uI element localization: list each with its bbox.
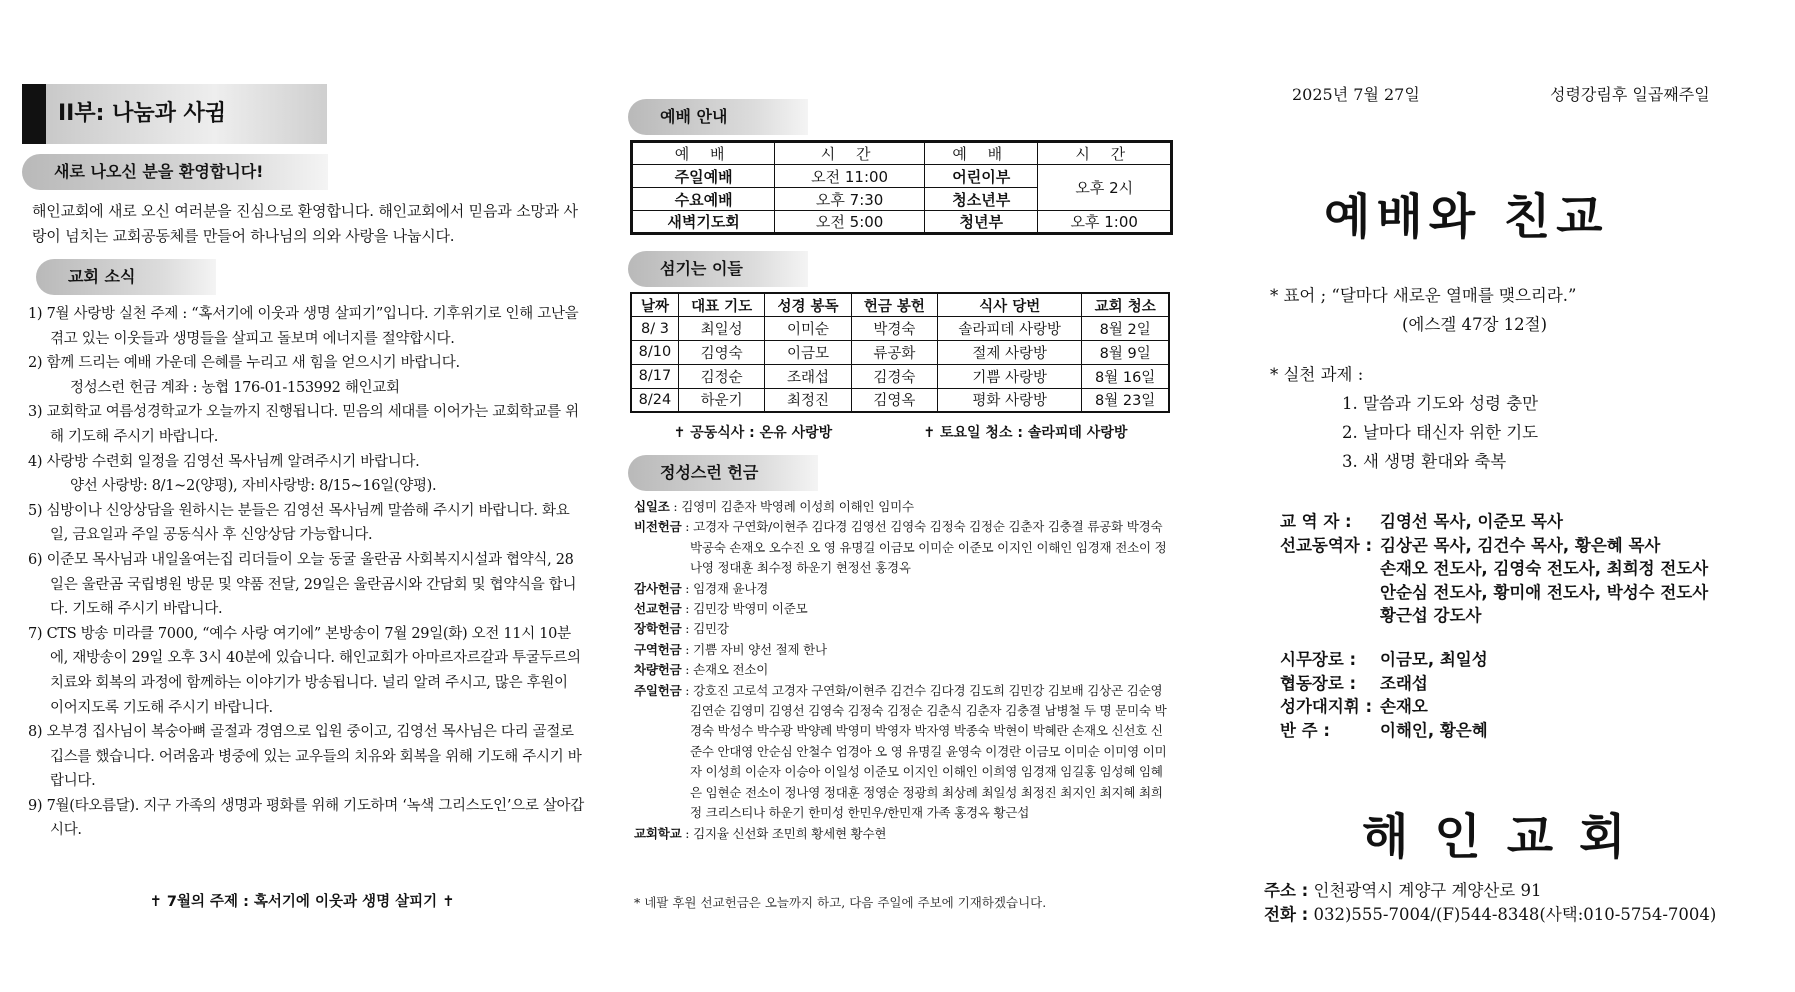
duty-heading: 섬기는 이들 <box>628 251 808 287</box>
table-cell: 오후 1:00 <box>1038 211 1172 234</box>
table-row <box>632 165 1172 188</box>
staff-role: 반 주 : <box>1280 720 1330 740</box>
staff-role: 시무장로 : <box>1280 650 1357 669</box>
table-cell: 김영옥 <box>851 388 937 412</box>
offering-entry <box>634 824 1174 844</box>
news-item <box>28 450 584 499</box>
news-text: 7) CTS 방송 미라클 7000, “예수 사랑 여기에” 본방송이 7월 29일(화) 오전 11시 10분에, 재방송이 29일 오후 3시 40분에 있습니다. 해인교회가 아마르자르갈과 투굴두르의 치료와 회복의 과정에 함께하는 이야기가 방송됩니다. 널리 알려 주시고, 많은 후원이 이어지도록 기도해 주시기 바랍니다. <box>28 625 581 716</box>
offering-label: 감사헌금 <box>634 580 682 596</box>
worship-header: 시 간 <box>775 142 925 165</box>
news-text: 2) 함께 드리는 예배 가운데 은혜를 누리고 새 힘을 얻으시기 바랍니다. <box>28 355 460 372</box>
practice-item: 3. 새 생명 환대와 축복 <box>1342 452 1507 471</box>
offering-names: : 김영미 김춘자 박영례 이성희 이해인 임미수 <box>669 499 914 514</box>
table-cell: 오후 7:30 <box>775 188 925 211</box>
staff-row <box>1280 581 1708 605</box>
table-cell: 8월 16일 <box>1082 364 1169 388</box>
news-text: 4) 사랑방 수련회 일정을 김영선 목사님께 알려주시기 바랍니다. <box>28 453 420 470</box>
staff-list <box>1280 510 1708 628</box>
offering-names: : 고경자 구연화/이현주 김다경 김영선 김영숙 김정숙 김정순 김춘자 김충결 류공화 박경숙 박공숙 손재오 오수진 오 영 유명길 이금모 이미순 이준모 이지인 이해인 임경재 전소이 정나영 정대훈 최수정 하운기 현정선 홍경옥 <box>681 519 1167 576</box>
table-cell: 기쁨 사랑방 <box>938 364 1082 388</box>
staff-row <box>1280 557 1708 581</box>
duty-table <box>630 292 1170 413</box>
offering-label: 장학헌금 <box>634 621 682 637</box>
worship-table <box>630 140 1173 235</box>
offering-label: 십일조 <box>634 499 670 514</box>
table-cell: 김정순 <box>678 364 764 388</box>
offering-entry <box>634 517 1174 578</box>
bulletin-title: 예배와 친교 <box>1324 189 1609 245</box>
phone-label: 전화 : <box>1264 905 1309 924</box>
table-cell: 8/ 3 <box>631 317 678 341</box>
staff-names: 조래섭 <box>1380 673 1428 693</box>
staff-row <box>1280 604 1708 628</box>
practice-item: 1. 말씀과 기도와 성령 충만 <box>1342 394 1539 413</box>
table-cell: 김경숙 <box>851 364 937 388</box>
staff-names: 안순심 전도사, 황미애 전도사, 박성수 전도사 <box>1380 582 1709 602</box>
news-text: 3) 교회학교 여름성경학교가 오늘까지 진행됩니다. 믿음의 세대를 이어가는 교회학교를 위해 기도해 주시기 바랍니다. <box>28 404 579 445</box>
staff-row <box>1280 648 1488 672</box>
news-text: 6) 이준모 목사님과 내일올여는집 리더들이 오늘 동굴 울란곰 사회복지시설과 협약식, 28일은 울란곰 국립병원 방문 및 약품 전달, 29일은 울란곰시와 간담회 및 협약식을 합니다. 기도해 주시기 바랍니다. <box>28 551 577 618</box>
table-cell: 김영숙 <box>678 341 764 365</box>
offering-list <box>634 497 1174 844</box>
staff-names: 이해인, 황은혜 <box>1380 720 1488 740</box>
welcome-heading: 새로 나오신 분을 환영합니다! <box>22 154 328 190</box>
news-subtext: 양선 사랑방: 8/1~2(양평), 자비사랑방: 8/15~16일(양평). <box>70 478 437 495</box>
table-cell: 8/17 <box>631 364 678 388</box>
church-name: 해인교회 <box>1362 809 1652 865</box>
elder-list <box>1280 648 1488 742</box>
worship-header: 예 배 <box>925 142 1038 165</box>
staff-role <box>1280 604 1380 628</box>
welcome-text: 해인교회에 새로 오신 여러분을 진심으로 환영합니다. 해인교회에서 믿음과 소망과 사랑이 넘치는 교회공동체를 만들어 하나님의 의와 사랑을 나눕시다. <box>32 202 578 245</box>
table-cell: 수요예배 <box>632 188 775 211</box>
practice-heading: * 실천 과제 : <box>1270 365 1364 384</box>
table-cell: 조래섭 <box>765 364 851 388</box>
duty-header: 성경 봉독 <box>765 293 851 317</box>
footnote: * 네팔 후원 선교헌금은 오늘까지 하고, 다음 주일에 주보에 기재하겠습니다. <box>634 895 1047 910</box>
news-text: 8) 오부경 집사님이 복숭아뼈 골절과 경염으로 입원 중이고, 김영선 목사님은 다리 골절로 깁스를 했습니다. 어려움과 병중에 있는 교우들의 치유와 회복을 위해 기도해 주시기 바랍니다. <box>28 724 582 790</box>
worship-heading: 예배 안내 <box>628 99 808 135</box>
news-text: 9) 7월(타오름달). 지구 가족의 생명과 평화를 위해 기도하며 ‘녹색 그리스도인’으로 살아갑시다. <box>28 797 584 839</box>
news-heading: 교회 소식 <box>36 259 216 295</box>
table-cell: 솔라피데 사랑방 <box>938 317 1082 341</box>
table-cell: 하운기 <box>678 388 764 412</box>
news-list <box>28 302 584 843</box>
table-cell: 류공화 <box>851 341 937 365</box>
news-item <box>28 720 584 794</box>
staff-row <box>1280 695 1488 719</box>
part-title: II부: 나눔과 사귐 <box>46 84 327 144</box>
offering-names: : 강호진 고로석 고경자 구연화/이현주 김건수 김다경 김도희 김민강 김보배 김상곤 김순영 김연순 김영미 김영선 김영숙 김정숙 김정순 김춘식 김춘자 김충결 남병철 두 명 문미숙 박경숙 박성수 박수광 박양례 박영미 박영자 박자영 박종숙 박현이 박혜란 손재오 신선호 신준수 안대영 안순심 안철수 엄경아 오 영 유명길 윤영숙 이경란 이금모 이미순 이미영 이미자 이성희 이순자 이승아 이일성 이준모 이지인 이해인 이희영 임경재 임길홍 임성혜 임혜은 임현순 전소이 정나영 정대훈 정영순 정광희 최상례 최일성 최정진 최지인 최지혜 최희정 크리스티나 하운기 한미성 한민우/한민재 가족 홍경옥 황근섭 <box>681 682 1167 821</box>
table-row <box>631 341 1169 365</box>
table-cell: 8월 2일 <box>1082 317 1169 341</box>
offering-heading: 정성스런 헌금 <box>628 455 818 491</box>
duty-notes <box>628 422 1173 442</box>
staff-names: 김상곤 목사, 김건수 목사, 황은혜 목사 <box>1380 535 1661 555</box>
news-text: 1) 7월 사랑방 실천 주제 : “혹서기에 이웃과 생명 살피기”입니다. 기후위기로 인해 고난을 겪고 있는 이웃들과 생명들을 살피고 돌보며 에너지를 절약합시다. <box>28 306 579 347</box>
table-cell: 오전 5:00 <box>775 211 925 234</box>
news-item <box>28 794 584 843</box>
address: 인천광역시 계양구 계양산로 91 <box>1313 881 1542 900</box>
offering-label: 차량헌금 <box>634 662 682 678</box>
offering-names: : 김민강 <box>681 621 729 637</box>
monthly-theme: ✝ 7월의 주제 : 혹서기에 이웃과 생명 살피기 ✝ <box>149 894 455 910</box>
motto: * 표어 ; “달마다 새로운 열매를 맺으리라.” <box>1270 286 1577 305</box>
news-text: 5) 심방이나 신앙상담을 원하시는 분들은 김영선 목사님께 말씀해 주시기 바랍니다. 화요일, 금요일과 주일 공동식사 후 신앙상담 가능합니다. <box>28 502 570 544</box>
table-cell: 청소년부 <box>925 188 1038 211</box>
table-cell: 청년부 <box>925 211 1038 234</box>
offering-entry <box>634 640 1174 660</box>
table-cell: 8월 23일 <box>1082 388 1169 412</box>
offering-names: : 기쁨 자비 양선 절제 한나 <box>681 641 827 657</box>
offering-names: : 김민강 박영미 이준모 <box>681 601 808 617</box>
news-item <box>28 548 584 622</box>
table-cell: 오후 2시 <box>1038 165 1172 211</box>
offering-entry <box>634 681 1174 824</box>
offering-entry <box>634 660 1174 680</box>
duty-header: 대표 기도 <box>678 293 764 317</box>
table-cell: 주일예배 <box>632 165 775 188</box>
staff-row <box>1280 534 1708 558</box>
common-meal-note: ✝ 공동식사 : 온유 사랑방 <box>673 425 833 441</box>
duty-header: 교회 청소 <box>1082 293 1169 317</box>
table-cell: 박경숙 <box>851 317 937 341</box>
table-row <box>631 388 1169 412</box>
staff-names: 이금모, 최일성 <box>1380 650 1488 669</box>
offering-names: : 김지율 신선화 조민희 황세현 황수현 <box>681 825 887 841</box>
table-cell: 이금모 <box>765 341 851 365</box>
table-cell: 8/10 <box>631 341 678 365</box>
news-item <box>28 302 584 351</box>
offering-names: : 임경재 윤나경 <box>681 580 769 596</box>
table-cell: 8/24 <box>631 388 678 412</box>
staff-role <box>1280 581 1380 605</box>
offering-label: 구역헌금 <box>634 641 682 657</box>
staff-names: 김영선 목사, 이준모 목사 <box>1380 512 1563 531</box>
offering-label: 선교헌금 <box>634 601 682 617</box>
news-item <box>28 499 584 548</box>
staff-role: 성가대지휘 : <box>1280 697 1373 716</box>
table-row <box>631 364 1169 388</box>
address-label: 주소 : <box>1264 881 1309 900</box>
practice-list <box>1342 389 1538 476</box>
part-title-block <box>22 84 327 144</box>
staff-role: 협동장로 : <box>1280 673 1357 693</box>
news-item <box>28 622 584 720</box>
offering-names: : 손재오 전소이 <box>681 662 769 678</box>
motto-reference: (에스겔 47장 12절) <box>1402 315 1548 334</box>
worship-header: 시 간 <box>1038 142 1172 165</box>
saturday-cleaning-note: ✝ 토요일 청소 : 솔라피데 사랑방 <box>923 425 1128 441</box>
table-cell: 어린이부 <box>925 165 1038 188</box>
duty-header: 날짜 <box>631 293 678 317</box>
staff-row <box>1280 719 1488 743</box>
table-row <box>632 211 1172 234</box>
staff-names: 손재오 <box>1380 697 1428 716</box>
offering-entry <box>634 579 1174 599</box>
table-cell: 평화 사랑방 <box>938 388 1082 412</box>
table-cell: 8월 9일 <box>1082 341 1169 365</box>
table-cell: 오전 11:00 <box>775 165 925 188</box>
news-item <box>28 400 584 449</box>
phone: 032)555-7004/(F)544-8348(사택:010-5754-7004) <box>1313 905 1717 924</box>
worship-header: 예 배 <box>632 142 775 165</box>
table-row <box>631 317 1169 341</box>
table-cell: 최일성 <box>678 317 764 341</box>
offering-label: 주일헌금 <box>634 682 682 698</box>
contact-block <box>1264 879 1716 927</box>
staff-role <box>1280 557 1380 581</box>
staff-names: 손재오 전도사, 김영숙 전도사, 최희정 전도사 <box>1380 559 1709 578</box>
staff-row <box>1280 510 1708 534</box>
offering-entry <box>634 619 1174 639</box>
staff-role: 교 역 자 : <box>1280 512 1352 531</box>
table-cell: 절제 사랑방 <box>938 341 1082 365</box>
bulletin-date: 2025년 7월 27일 <box>1292 85 1420 104</box>
table-cell: 새벽기도회 <box>632 211 775 234</box>
duty-header: 헌금 봉헌 <box>851 293 937 317</box>
practice-item: 2. 날마다 태신자 위한 기도 <box>1342 423 1539 442</box>
offering-label: 비전헌금 <box>634 519 682 535</box>
liturgical-season: 성령강림후 일곱째주일 <box>1550 85 1710 104</box>
duty-header: 식사 당번 <box>938 293 1082 317</box>
news-item <box>28 351 584 400</box>
staff-role: 선교동역자 : <box>1280 535 1373 555</box>
offering-entry <box>634 497 1174 517</box>
table-cell: 최정진 <box>765 388 851 412</box>
staff-row <box>1280 672 1488 696</box>
news-subtext: 정성스런 헌금 계좌 : 농협 176-01-153992 해인교회 <box>70 379 400 396</box>
offering-label: 교회학교 <box>634 825 682 841</box>
staff-names: 황근섭 강도사 <box>1380 606 1482 625</box>
table-cell: 이미순 <box>765 317 851 341</box>
offering-entry <box>634 599 1174 619</box>
